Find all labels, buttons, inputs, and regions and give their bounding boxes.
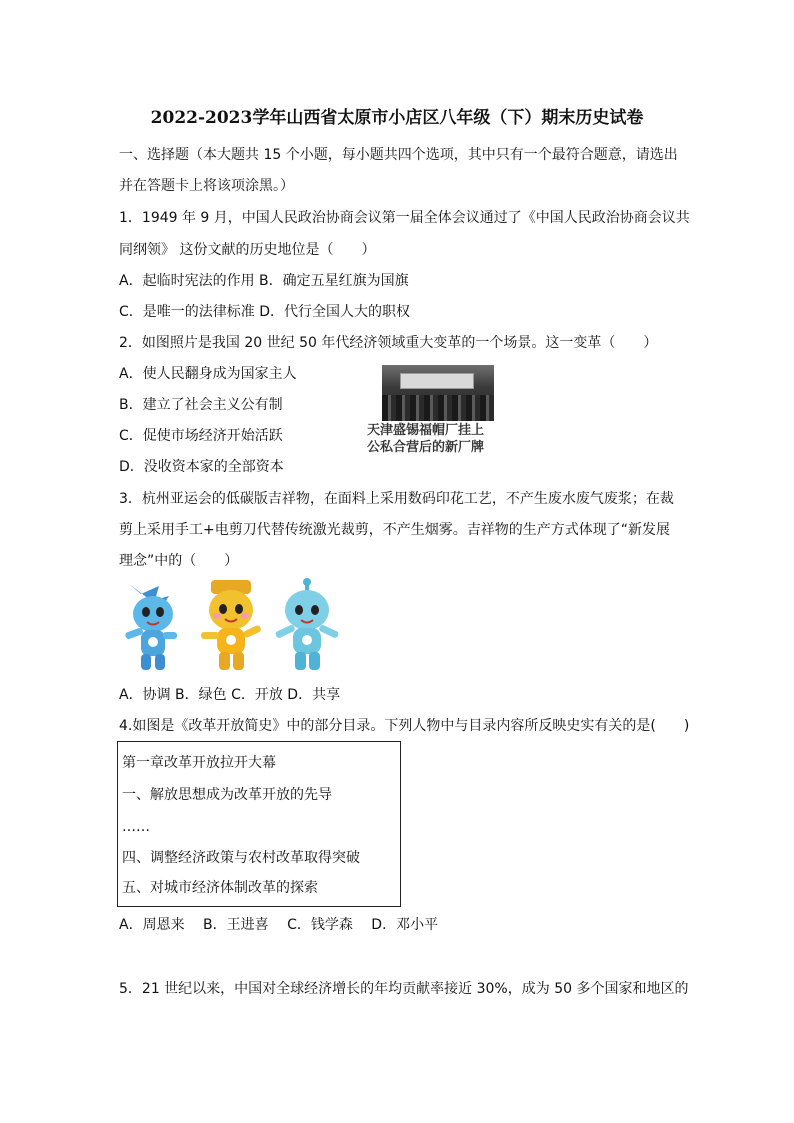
toc-line-4: 四、调整经济政策与农村改革取得突破: [122, 850, 360, 866]
q1-stem-line-1: 1．1949 年 9 月，中国人民政治协商会议第一届全体会议通过了《中国人民政治协商会议共: [119, 210, 690, 226]
q2-option-b: B．建立了社会主义公有制: [119, 397, 283, 413]
q2-option-a: A．使人民翻身成为国家主人: [119, 366, 297, 382]
q1-options-line-2: C．是唯一的法律标准 D．代行全国人大的职权: [119, 304, 411, 320]
q2-option-c: C．促使市场经济开始活跃: [119, 428, 283, 444]
mascot-blue: [125, 584, 177, 670]
q3-options: A．协调 B．绿色 C．开放 D．共享: [119, 687, 341, 703]
q2-photo-figure: [355, 365, 495, 455]
q5-stem-line-1: 5．21 世纪以来，中国对全球经济增长的年均贡献率接近 30%，成为 50 多个国家和地区的: [119, 981, 689, 997]
q4-stem: 4.如图是《改革开放简史》中的部分目录。下列人物中与目录内容所反映史实有关的是( ): [119, 718, 690, 734]
photo-crowd: [382, 395, 494, 421]
section-heading-line-1: 一、选择题（本大题共 15 个小题，每小题共四个选项，其中只有一个最符合题意，请选出: [119, 147, 678, 163]
table-of-contents-box: [117, 741, 401, 907]
q4-options: A．周恩来 B．王进喜 C．钱学森 D．邓小平: [119, 917, 439, 933]
exam-title: 2022-2023学年山西省太原市小店区八年级（下）期末历史试卷: [150, 108, 644, 128]
mascot-yellow: [201, 580, 262, 670]
factory-sign-photo: [382, 365, 494, 421]
q2-option-d: D．没收资本家的全部资本: [119, 459, 284, 475]
q1-stem-line-2: 同纲领》 这份文献的历史地位是（ ）: [119, 242, 376, 258]
asian-games-mascots-image: [119, 576, 359, 676]
mascot-cyan: [275, 578, 340, 670]
q3-stem-line-3: 理念”中的（ ）: [119, 553, 239, 569]
photo-caption-line-2: 公私合营后的新厂牌: [367, 440, 485, 455]
photo-sign-board: [400, 373, 474, 389]
toc-line-1: 第一章改革开放拉开大幕: [122, 755, 276, 771]
q2-stem: 2．如图照片是我国 20 世纪 50 年代经济领域重大变革的一个场景。这一变革（ ）: [119, 335, 658, 351]
toc-line-3: ……: [122, 819, 150, 835]
q3-stem-line-1: 3．杭州亚运会的低碳版吉祥物，在面料上采用数码印花工艺，不产生废水废气废浆；在裁: [119, 491, 674, 507]
section-heading-line-2: 并在答题卡上将该项涂黑。）: [119, 178, 294, 194]
toc-line-5: 五、对城市经济体制改革的探索: [122, 880, 318, 896]
toc-line-2: 一、解放思想成为改革开放的先导: [122, 787, 332, 803]
q3-stem-line-2: 剪上采用手工+电剪刀代替传统激光裁剪，不产生烟雾。吉祥物的生产方式体现了“新发展: [119, 522, 670, 538]
photo-caption-line-1: 天津盛锡福帽厂挂上: [367, 423, 485, 438]
q1-options-line-1: A．起临时宪法的作用 B．确定五星红旗为国旗: [119, 273, 409, 289]
